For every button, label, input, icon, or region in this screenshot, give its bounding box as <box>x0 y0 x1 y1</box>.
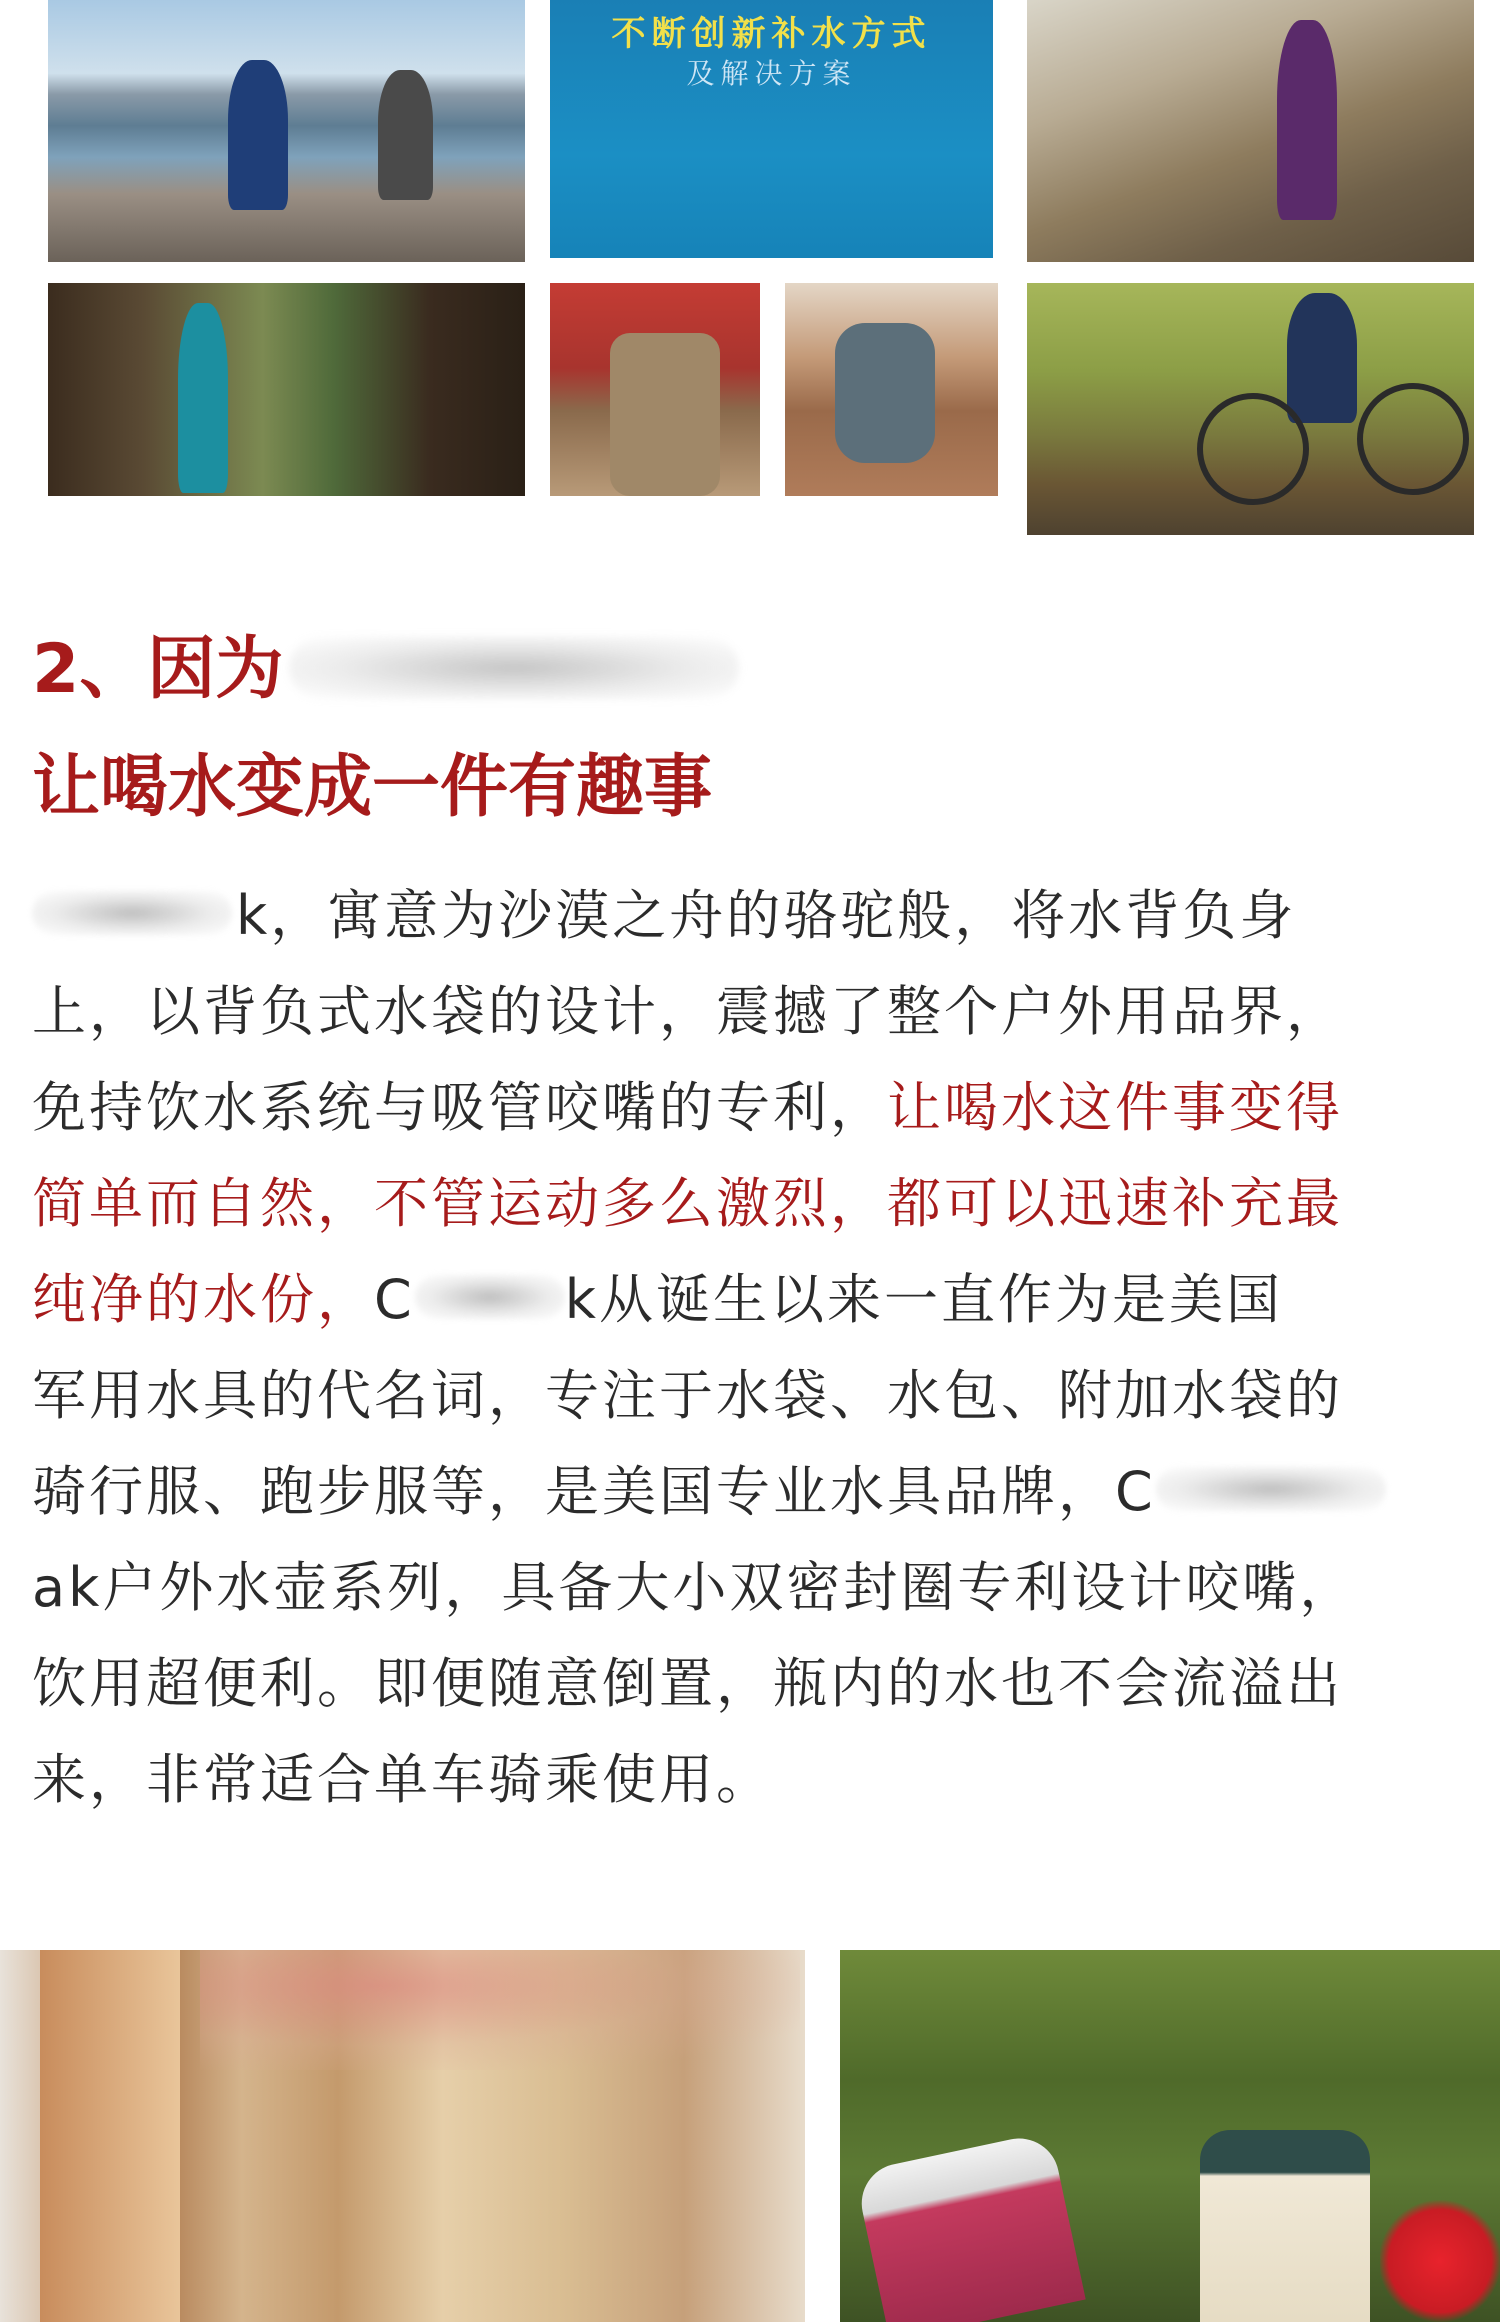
paragraph-line <box>32 1156 1482 1252</box>
body-text-segment: 饮用超便利。即便随意倒置，瓶内的水也不会流溢出 <box>32 1652 1343 1715</box>
photo-backpack-commuter <box>550 283 760 496</box>
wood-panel <box>40 1950 180 2322</box>
hiker-figure <box>178 303 228 493</box>
highlight-text: 简单而自然，不管运动多么激烈，都可以迅速补充最 <box>32 1172 1343 1235</box>
body-text-segment: 来，非常适合单车骑乘使用。 <box>32 1748 773 1811</box>
highlight-text: 让喝水这件事变得 <box>887 1076 1343 1139</box>
hiker-figure <box>228 60 288 210</box>
paragraph-line <box>32 1444 1482 1540</box>
photo-forest-hiker <box>48 283 525 496</box>
body-text-segment: 上，以背负式水袋的设计，震撼了整个户外用品界， <box>32 980 1343 1043</box>
cream-bottle <box>1200 2130 1370 2322</box>
runner-figure <box>1277 20 1337 220</box>
paragraph-line <box>32 1060 1482 1156</box>
flower-tips <box>200 1950 800 2070</box>
bike-wheel <box>1357 383 1469 495</box>
hiker-figure <box>378 70 433 200</box>
body-text-segment: 免持饮水系统与吸管咬嘴的专利， <box>32 1076 887 1139</box>
photo-lake-drinking <box>48 0 525 262</box>
photo-brand-banner <box>550 0 993 258</box>
body-text-segment: 骑行服、跑步服等，是美国专业水具品牌，C <box>32 1460 1156 1523</box>
paragraph-line <box>32 1732 1482 1828</box>
body-text-segment: 军用水具的代名词，专注于水袋、水包、附加水袋的 <box>32 1364 1343 1427</box>
section-heading-line2: 让喝水变成一件有趣事 <box>32 748 713 827</box>
backpack-figure <box>610 333 720 496</box>
photo-mountain-biker <box>1027 283 1474 535</box>
bike-wheel <box>1197 393 1309 505</box>
section-paragraph <box>32 868 1482 1828</box>
body-text-segment: k从诞生以来一直作为是美国 <box>564 1268 1283 1331</box>
biker-figure <box>1287 293 1357 423</box>
paragraph-line <box>32 868 1482 964</box>
photo-water-bottles-grass <box>840 1950 1500 2322</box>
banner-caption-line2: 及解决方案 <box>686 57 857 90</box>
body-text-segment: C <box>374 1268 415 1331</box>
paragraph-line <box>32 1540 1482 1636</box>
brand-name-blur <box>32 891 232 935</box>
banner-caption-line1: 不断创新补水方式 <box>611 14 932 54</box>
paragraph-line <box>32 1636 1482 1732</box>
brand-name-blur <box>415 1275 565 1319</box>
section-heading-line1 <box>32 630 739 710</box>
photo-hydration-pack <box>785 283 998 496</box>
highlight-text: 纯净的水份， <box>32 1268 374 1331</box>
photo-dried-flowers <box>0 1950 805 2322</box>
photo-trail-runner <box>1027 0 1474 262</box>
red-flower <box>1380 2200 1500 2322</box>
pack-figure <box>835 323 935 463</box>
heading-prefix: 2、因为 <box>32 630 284 709</box>
paragraph-line <box>32 1252 1482 1348</box>
brand-name-blur <box>1156 1467 1386 1511</box>
body-text-segment: k，寓意为沙漠之舟的骆驼般，将水背负身 <box>236 884 1297 947</box>
body-text-segment: ak户外水壶系列，具备大小双密封圈专利设计咬嘴， <box>32 1556 1357 1619</box>
paragraph-line <box>32 964 1482 1060</box>
brand-name-blur <box>289 637 739 699</box>
paragraph-line <box>32 1348 1482 1444</box>
pink-bottle <box>854 2131 1085 2322</box>
